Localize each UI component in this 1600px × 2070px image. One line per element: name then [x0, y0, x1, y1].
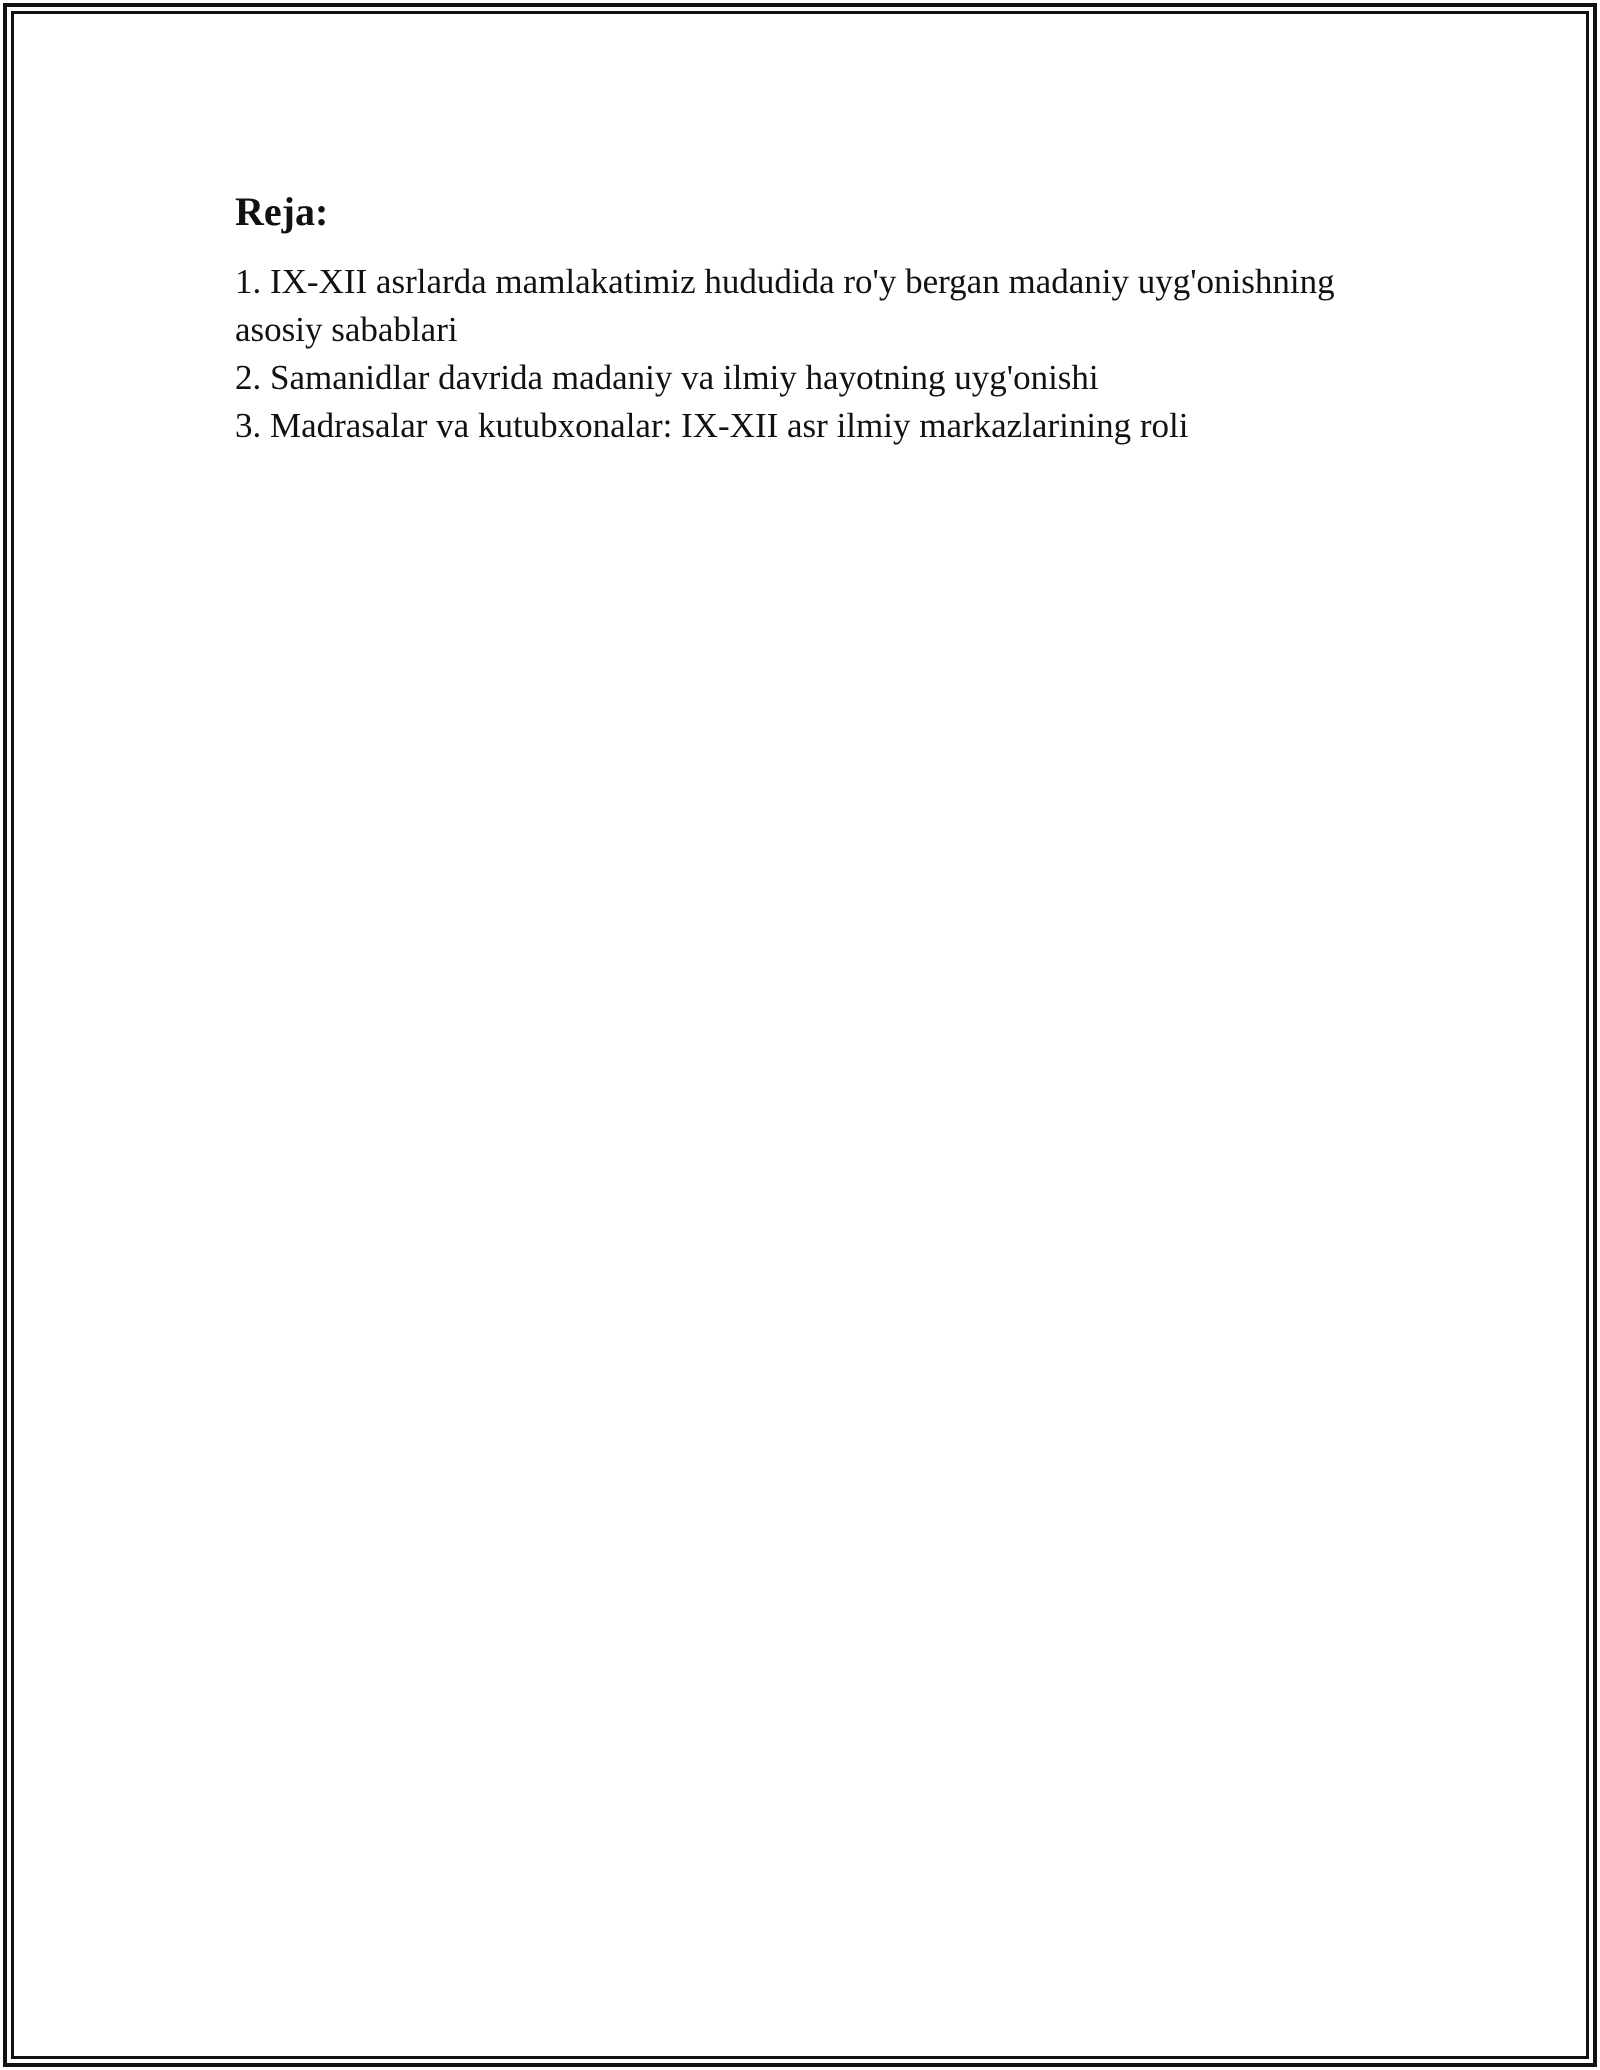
plan-list — [235, 258, 1395, 450]
page-content — [235, 182, 1395, 450]
plan-item-3: 3. Madrasalar va kutubxonalar: IX-XII asr ilmiy markazlarining roli — [235, 406, 1189, 445]
plan-item-1: 1. IX-XII asrlarda mamlakatimiz hududida ro'y bergan madaniy uyg'onishning asosiy sabablari — [235, 262, 1335, 349]
plan-heading: Reja: — [235, 189, 329, 234]
plan-item-2: 2. Samanidlar davrida madaniy va ilmiy hayotning uyg'onishi — [235, 358, 1099, 397]
